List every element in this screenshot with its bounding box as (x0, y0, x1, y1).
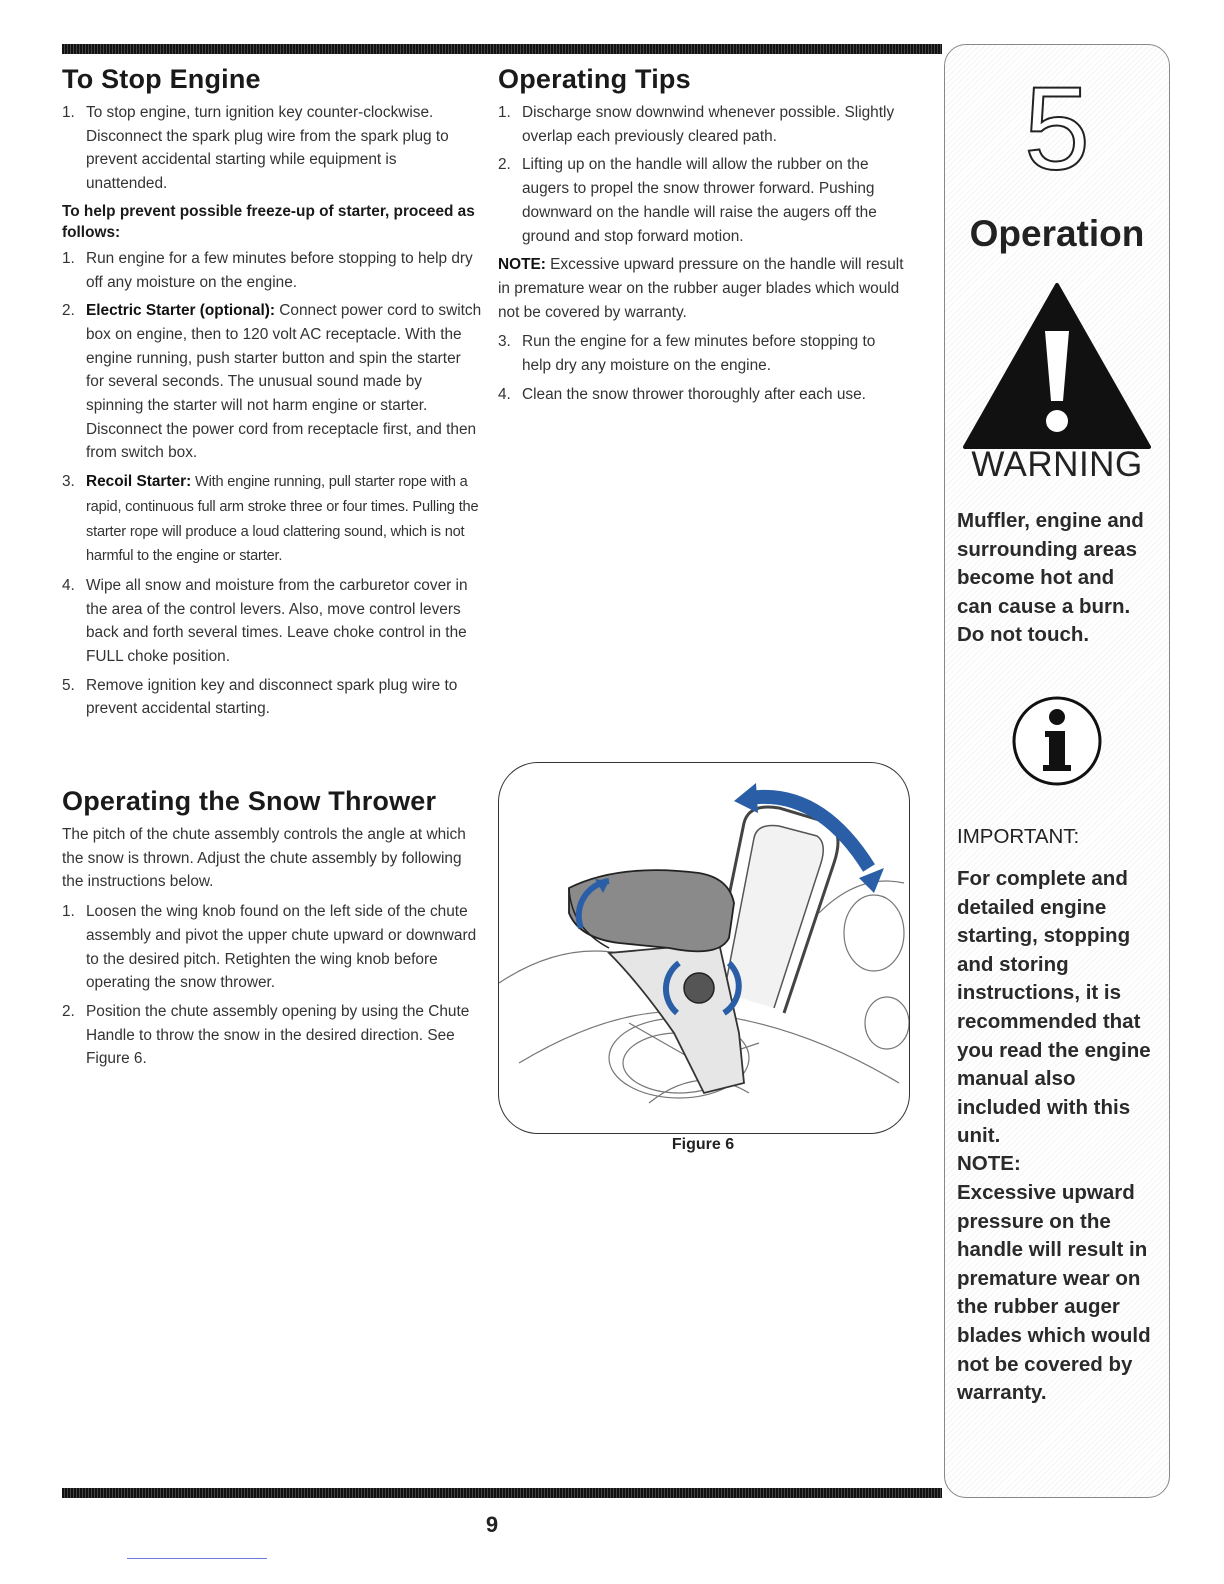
bottom-rule (62, 1488, 942, 1498)
freeze-up-subheading: To help prevent possible freeze-up of starter, proceed as follows: (62, 202, 475, 241)
item-text: Run the engine for a few minutes before stopping to help dry any moisture on the engine. (522, 333, 876, 375)
item-text: Remove ignition key and disconnect spark plug wire to prevent accidental starting. (86, 676, 458, 718)
item-number: 2. (62, 302, 75, 320)
item-lead: Electric Starter (optional): (86, 302, 275, 320)
item-number: 1. (62, 249, 75, 267)
list-item (62, 574, 482, 669)
operating-tips-section (498, 64, 908, 411)
chapter-sidebar (944, 44, 1170, 1498)
list-item (62, 101, 482, 196)
note-label: NOTE: (957, 1152, 1021, 1175)
item-number: 3. (62, 473, 75, 491)
chute-drawing (499, 763, 909, 1133)
operating-tips-note (498, 253, 908, 324)
figure-caption: Figure 6 (671, 1136, 735, 1153)
item-number: 3. (498, 333, 511, 351)
list-item (498, 101, 908, 148)
list-item (62, 247, 482, 294)
section-title-operating-thrower: Operating the Snow Thrower (62, 786, 437, 816)
note-text: Excessive upward pressure on the handle will result in premature wear on the rubber auger blades which would not be covered by warranty. (957, 1181, 1151, 1405)
item-text: With engine running, pull starter rope with a rapid, continuous full arm stroke three or four times. Pulling the starter rope will produce a loud clattering sound, which is not harmful to the engine or starter. (86, 474, 479, 565)
list-item (62, 1000, 482, 1071)
operating-thrower-section (62, 786, 482, 1076)
item-number: 4. (498, 385, 511, 403)
footer-line (127, 1558, 267, 1559)
item-number: 2. (498, 156, 511, 174)
freeze-up-list (62, 247, 482, 721)
item-text: Position the chute assembly opening by using the Chute Handle to throw the snow in the desired direction. See Figure 6. (86, 1002, 470, 1068)
item-text: Wipe all snow and moisture from the carburetor cover in the area of the control levers. Also, move control levers back and forth several times. Leave choke control in the FULL choke position. (86, 576, 468, 666)
item-number: 1. (62, 104, 75, 121)
info-icon (1011, 695, 1103, 787)
warning-title: WARNING (971, 445, 1143, 484)
page-number: 9 (485, 1512, 499, 1537)
chapter-number: 5 (1024, 63, 1090, 195)
section-title-operating-tips: Operating Tips (498, 64, 691, 94)
important-text: For complete and detailed engine starting, stopping and storing instructions, it is recommended that you read the engine manual also included with this unit. (957, 867, 1151, 1148)
item-text: Loosen the wing knob found on the left side of the chute assembly and pivot the upper chute upward or downward to the desired pitch. Retighten the wing knob before operating the snow thrower. (86, 903, 477, 992)
list-item (62, 299, 482, 465)
list-item (62, 674, 482, 721)
list-item (498, 153, 908, 248)
item-text: Discharge snow downwind whenever possible. Slightly overlap each previously cleared path. (522, 104, 895, 145)
operating-tips-list-continued (498, 330, 908, 406)
item-number: 4. (62, 576, 75, 594)
item-text: Connect power cord to switch box on engine, then to 120 volt AC receptacle. With the engine running, push starter button and spin the starter for several seconds. The unusual sound made by spinning the starter will not harm engine or starter. Disconnect the power cord from receptacle first, and then from switch box. (86, 302, 482, 462)
chapter-title: Operation (969, 213, 1145, 254)
note-text: Excessive upward pressure on the handle will result in premature wear on the rubber auger blades which would not be covered by warranty. (498, 256, 904, 321)
warning-text: Muffler, engine and surrounding areas become hot and can cause a burn. Do not touch. (957, 509, 1144, 647)
note-label: NOTE: (498, 256, 546, 274)
item-number: 1. (498, 104, 511, 121)
figure-6-chute-illustration (498, 762, 910, 1134)
item-text: Lifting up on the handle will allow the rubber on the augers to propel the snow thrower forward. Pushing downward on the handle will raise the augers off the ground and stop forward motion. (522, 156, 877, 245)
operating-tips-list (498, 101, 908, 248)
left-column (62, 64, 482, 726)
important-label: IMPORTANT: (957, 825, 1080, 848)
warning-triangle-icon (959, 279, 1155, 453)
top-rule (62, 44, 942, 54)
list-item (62, 470, 482, 569)
item-lead: Recoil Starter: (86, 473, 192, 491)
item-text: To stop engine, turn ignition key counter-clockwise. Disconnect the spark plug wire from the spark plug to prevent accidental starting while equipment is unattended. (86, 104, 449, 193)
section-title-stop-engine: To Stop Engine (62, 64, 261, 94)
list-item (62, 900, 482, 995)
item-number: 2. (62, 1002, 75, 1020)
operating-thrower-intro: The pitch of the chute assembly controls the angle at which the snow is thrown. Adjust the chute assembly by following the instructions below. (62, 826, 466, 891)
item-number: 5. (62, 676, 75, 694)
list-item (498, 330, 908, 377)
operating-thrower-list (62, 900, 482, 1071)
item-number: 1. (62, 903, 75, 921)
list-item (498, 383, 908, 407)
item-text: Run engine for a few minutes before stopping to help dry off any moisture on the engine. (86, 249, 473, 291)
stop-engine-list (62, 101, 482, 196)
item-text: Clean the snow thrower thoroughly after each use. (522, 385, 866, 403)
